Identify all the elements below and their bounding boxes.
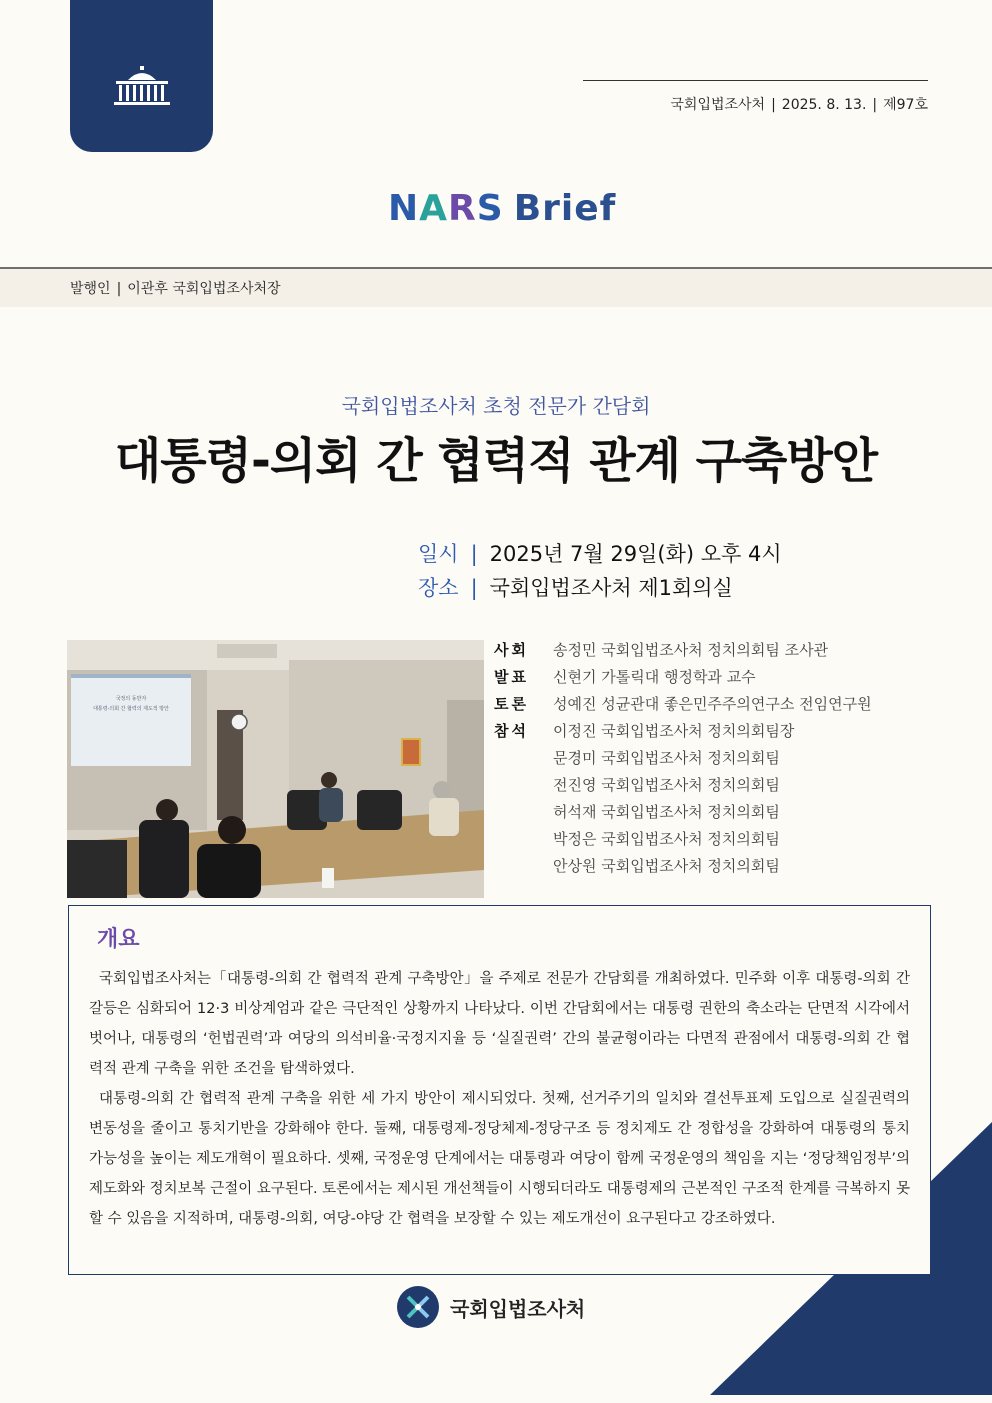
participant-name: 안상원 국회입법조사처 정치의회팀 [553,857,780,875]
issue-date: 2025. 8. 13. [781,97,867,113]
participant-name: 문경미 국회입법조사처 정치의회팀 [553,749,780,767]
issue-sep-1: | [771,97,776,113]
issue-number: 제97호 [883,97,928,113]
summary-paragraph-2: 대통령-의회 간 협력적 관계 구축을 위한 세 가지 방안이 제시되었다. 첫째, 선거주기의 일치와 결선투표제 도입으로 실질권력의 변동성을 줄이고 통치기반을 강화해야 한다. 둘째, 대통령제-정당체제-정당구조 등 정치제도 간 정합성을 강화하여 대통령의 통치가능성을 높이는 제도개혁이 필요하다. 셋째, 국정운영 단계에서는 대통령과 여당이 함께 국정운영의 책임을 지는 ‘정당책임정부’의 제도화와 정치보복 근절이 요구된다. 토론에서는 제시된 개선책들이 시행되더라도 대통령제의 근본적인 구조적 한계를 극복하지 못할 수 있음을 지적하며, 대통령-의회, 여당-야당 간 협력을 보장할 수 있는 제도개선이 요구된다고 강조하였다. [89,1091,910,1227]
publisher-name: 이관후 국회입법조사처장 [127,281,281,297]
publisher-label: 발행인 [70,281,111,297]
participant-role: 참석 [494,722,529,740]
participant-role: 발표 [494,668,529,686]
issue-org: 국회입법조사처 [670,97,766,113]
place-label: 장소 [418,576,459,600]
place-sep: | [470,576,478,600]
place-value: 국회입법조사처 제1회의실 [489,576,733,600]
participant-name: 이정진 국회입법조사처 정치의회팀장 [553,722,795,740]
participant-name: 신현기 가톨릭대 행정학과 교수 [553,668,756,686]
participant-name: 성예진 성균관대 좋은민주주의연구소 전임연구원 [553,695,872,713]
event-subtitle: 국회입법조사처 초청 전문가 간담회 [341,394,651,418]
issue-sep-2: | [872,97,878,113]
participant-name: 박정은 국회입법조사처 정치의회팀 [553,830,780,848]
summary-box [68,905,931,1275]
publisher-sep: | [116,281,122,297]
participant-name: 전진영 국회입법조사처 정치의회팀 [553,776,780,794]
participant-role: 사회 [494,641,529,659]
page-title: 대통령-의회 간 협력적 관계 구축방안 [114,433,878,489]
date-label: 일시 [418,542,459,566]
screen-text-1: 국정의 동반자 [115,696,147,702]
date-value: 2025년 7월 29일(화) 오후 4시 [489,542,782,566]
screen-text-2: 대통령-의회 간 협력의 제도적 방안 [93,706,169,712]
summary-paragraph-1: 국회입법조사처는「대통령-의회 간 협력적 관계 구축방안」을 주제로 전문가 간담회를 개최하였다. 민주화 이후 대통령-의회 간 갈등은 심화되어 12·3 비상계엄과 같은 극단적인 상황까지 나타났다. 이번 간담회에서는 대통령 권한의 축소라는 단면적 시각에서 벗어나, 대통령의 ‘헌법권력’과 여당의 의석비율·국정지지율 등 ‘실질권력’ 간의 불균형이라는 다면적 관점에서 대통령-의회 간 협력적 관계 구축을 위한 조건을 탐색하였다. [89,971,910,1077]
participant-name: 허석재 국회입법조사처 정치의회팀 [553,803,780,821]
participant-role: 토론 [494,695,529,713]
participant-name: 송정민 국회입법조사처 정치의회팀 조사관 [553,641,829,659]
date-sep: | [470,542,478,566]
nars-emblem-icon [396,1285,440,1329]
footer-logo [396,1285,585,1329]
nars-brief-logo: NARS Brief [388,188,617,229]
summary-heading: 개요 [97,927,140,952]
footer-org-name: 국회입법조사처 [450,1296,586,1321]
